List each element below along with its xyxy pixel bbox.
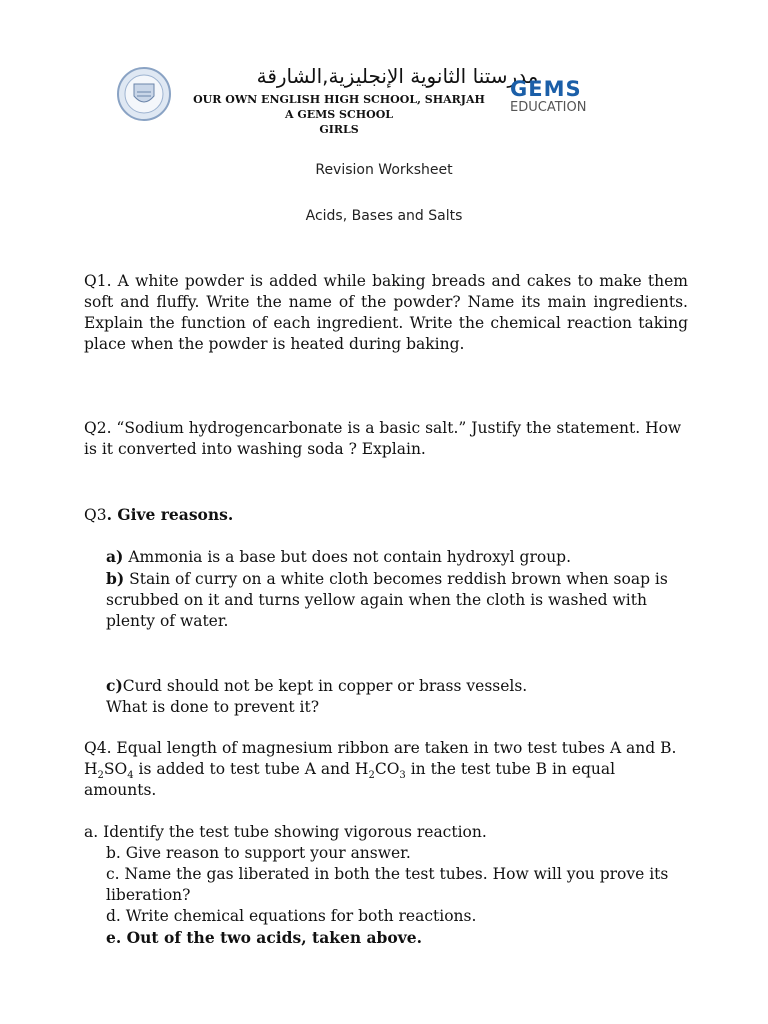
worksheet-title: Revision Worksheet <box>315 162 453 178</box>
q4-part-c: c. Name the gas liberated in both the test tubes. How will you prove its liberation? <box>106 865 669 904</box>
q4-tail: in the test tube B in equal amounts. <box>84 760 616 799</box>
part-a-label: a) <box>106 547 124 566</box>
question-3-number: Q3 <box>84 506 107 524</box>
question-3-heading <box>84 504 688 526</box>
acid1-sub1: 2 <box>97 770 104 782</box>
acid1-h: H <box>84 760 98 778</box>
gems-logo-word: GEMS <box>510 77 582 101</box>
q4-part-b: b. Give reason to support your answer. <box>106 844 411 862</box>
acid2-sub1: 2 <box>368 770 375 782</box>
school-name: OUR OWN ENGLISH HIGH SCHOOL, SHARJAH <box>193 93 485 106</box>
q4-part-d: d. Write chemical equations for both reactions. <box>106 907 477 925</box>
question-3-parts <box>106 546 691 632</box>
q4-lead: Q4. Equal length of magnesium ribbon are taken in two test tubes A and B. <box>84 739 677 757</box>
part-c-label: c) <box>106 676 123 695</box>
question-3-part-c <box>106 675 691 718</box>
q4-mid: is added to test tube A and <box>133 760 355 778</box>
question-3-part-a <box>106 546 691 568</box>
part-b-label: b) <box>106 569 125 588</box>
part-a-text: Ammonia is a base but does not contain hydroxyl group. <box>123 548 572 566</box>
school-name-block <box>174 92 504 137</box>
question-3-part-b <box>106 568 691 632</box>
part-c-text: Curd should not be kept in copper or brass vessels. <box>122 677 528 695</box>
gems-education-logo <box>510 78 600 122</box>
arabic-school-name: مدرستنا الثانوية الإنجليزية,الشارقة <box>256 64 539 88</box>
acid1-sub2: 4 <box>127 770 134 782</box>
worksheet-topic: Acids, Bases and Salts <box>305 208 463 224</box>
part-c-followup: What is done to prevent it? <box>106 698 320 716</box>
question-1: Q1. A white powder is added while baking breads and cakes to make them soft and fluffy. Write the name of the powder? Name its main ingredients. Explain the function of each ingredient. Write the chemical reaction taking place when the powder is heated during baking. <box>84 272 688 353</box>
acid2-sub2: 3 <box>399 770 406 782</box>
q4-acid-sulphuric <box>84 760 134 782</box>
school-crest-logo <box>116 66 172 122</box>
school-affiliation: A GEMS SCHOOL <box>284 108 394 121</box>
question-3-title: . Give reasons. <box>106 505 234 524</box>
part-c-line <box>106 675 691 697</box>
q4-acid-carbonic <box>354 760 406 782</box>
school-header <box>112 62 602 136</box>
acid2-h: H <box>354 760 369 778</box>
acid1-mid: SO <box>103 760 128 778</box>
question-4-parts <box>84 822 688 948</box>
acid2-mid: CO <box>374 760 400 778</box>
q4-part-e: e. Out of the two acids, taken above. <box>106 928 422 947</box>
part-b-text: Stain of curry on a white cloth becomes reddish brown when soap is scrubbed on it and turns yellow again when the cloth is washed with plenty of water. <box>106 570 668 630</box>
school-section: GIRLS <box>319 123 359 136</box>
q4-part-a: a. Identify the test tube showing vigorous reaction. <box>84 823 487 841</box>
question-2: Q2. “Sodium hydrogencarbonate is a basic salt.” Justify the statement. How is it converted into washing soda ? Explain. <box>84 419 682 458</box>
question-4 <box>84 738 688 801</box>
gems-logo-sub: EDUCATION <box>510 100 587 115</box>
